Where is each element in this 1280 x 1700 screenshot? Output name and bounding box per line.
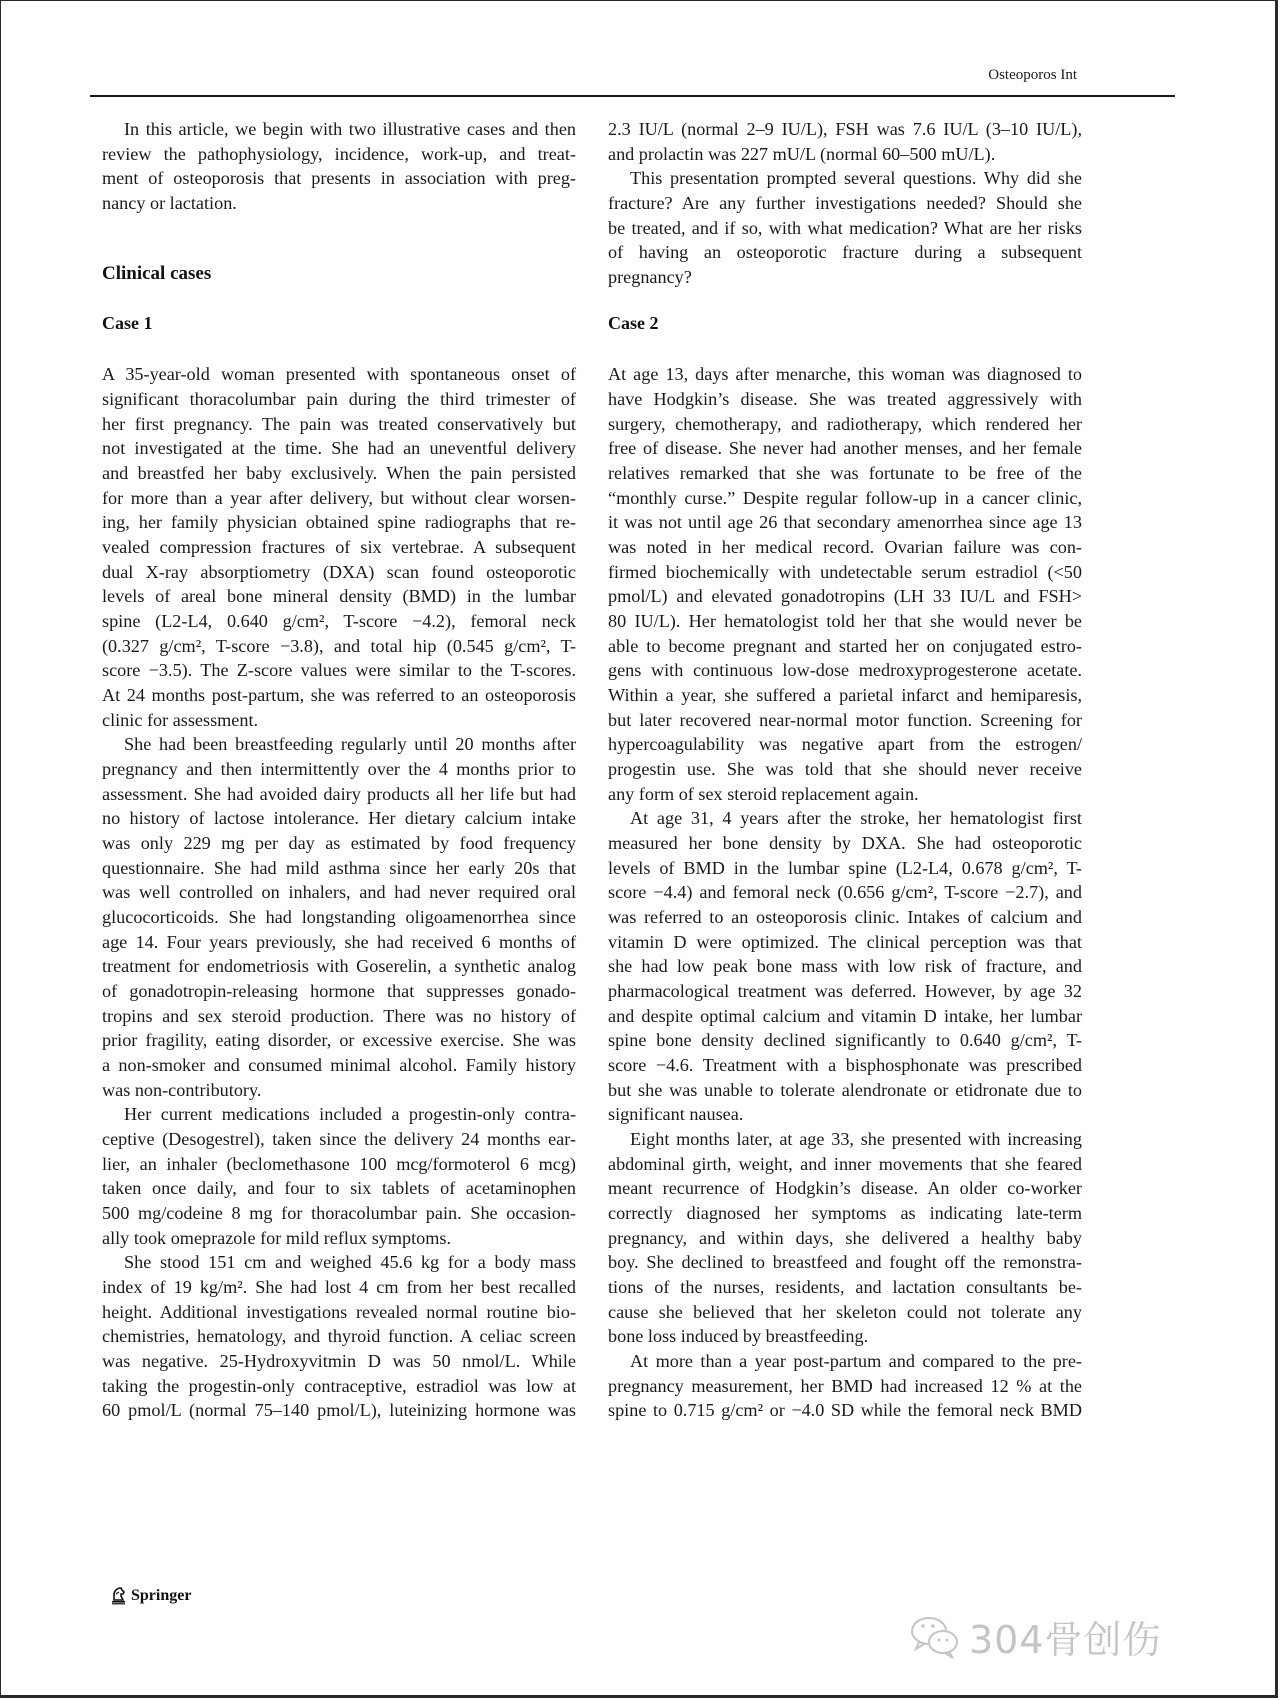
text-line: taking the progestin-only contraceptive, estradiol was low at (102, 1376, 576, 1396)
text-line: no history of lactose intolerance. Her dietary calcium intake (102, 808, 576, 828)
text-line: pharmacological treatment was deferred. However, by age 32 (608, 981, 1082, 1001)
text-line: prior fragility, eating disorder, or excessive exercise. She was (102, 1030, 576, 1050)
publisher-name: Springer (131, 1586, 192, 1604)
text-line: score −4.6. Treatment with a bisphosphonate was prescribed (608, 1055, 1082, 1075)
publisher-logo (110, 1586, 191, 1605)
text-line: age 14. Four years previously, she had received 6 months of (102, 932, 576, 952)
text-line: was well controlled on inhalers, and had never required oral (102, 882, 576, 902)
text-line: levels of areal bone mineral density (BMD) in the lumbar (102, 586, 576, 606)
text-line: correctly diagnosed her symptoms as indicating late-term (608, 1203, 1082, 1223)
wechat-icon (909, 1614, 963, 1660)
text-line: her first pregnancy. The pain was treated conservatively but (102, 414, 576, 434)
text-line: index of 19 kg/m². She had lost 4 cm from her best recalled (102, 1277, 576, 1297)
text-line: pregnancy? (608, 267, 692, 287)
text-line: and despite optimal calcium and vitamin D intake, her lumbar (608, 1006, 1082, 1026)
text-line: ing, her family physician obtained spine radiographs that re- (102, 512, 576, 532)
case2-heading: Case 2 (608, 313, 659, 333)
text-line: At age 13, days after menarche, this woman was diagnosed to (608, 364, 1082, 384)
text-line: be treated, and if so, with what medication? What are her risks (608, 218, 1082, 238)
text-line: Her current medications included a progestin-only contra- (124, 1104, 576, 1124)
text-line: but she was unable to tolerate alendronate or etidronate due to (608, 1080, 1082, 1100)
watermark (909, 1609, 1162, 1664)
text-line: At more than a year post-partum and compared to the pre- (630, 1351, 1082, 1371)
text-line: questionnaire. She had mild asthma since her early 20s that (102, 858, 576, 878)
text-line: able to become pregnant and started her on conjugated estro- (608, 636, 1082, 656)
text-line: assessment. She had avoided dairy products all her life but had (102, 784, 576, 804)
text-line: measured her bone density by DXA. She had osteoporotic (608, 833, 1082, 853)
text-line: clinic for assessment. (102, 710, 259, 730)
text-line: vitamin D were optimized. The clinical perception was that (608, 932, 1082, 952)
text-line: it was not until age 26 that secondary amenorrhea since age 13 (608, 512, 1082, 532)
text-line: At age 31, 4 years after the stroke, her hematologist first (630, 808, 1082, 828)
text-line: height. Additional investigations revealed normal routine bio- (102, 1302, 576, 1322)
text-line: cause she believed that her skeleton could not tolerate any (608, 1302, 1082, 1322)
text-line: firmed biochemically with undetectable serum estradiol (<50 (608, 562, 1082, 582)
text-line: have Hodgkin’s disease. She was treated aggressively with (608, 389, 1082, 409)
text-line: not investigated at the time. She had an uneventful delivery (102, 438, 576, 458)
text-line: boy. She declined to breastfeed and fought off the remonstra- (608, 1252, 1082, 1272)
text-line: and prolactin was 227 mU/L (normal 60–500 mU/L). (608, 144, 996, 164)
text-line: any form of sex steroid replacement again. (608, 784, 919, 804)
text-line: pregnancy measurement, her BMD had increased 12 % at the (608, 1376, 1082, 1396)
text-line: ment of osteoporosis that presents in association with preg- (102, 168, 576, 188)
text-line: meant recurrence of Hodgkin’s disease. An older co-worker (608, 1178, 1082, 1198)
text-line: significant nausea. (608, 1104, 744, 1124)
text-line: progestin use. She was told that she should never receive (608, 759, 1082, 779)
text-line: of gonadotropin-releasing hormone that suppresses gonado- (102, 981, 576, 1001)
text-line: vealed compression fractures of six vertebrae. A subsequent (102, 537, 576, 557)
text-line: Eight months later, at age 33, she presented with increasing (630, 1129, 1082, 1149)
text-line: was only 229 mg per day as estimated by food frequency (102, 833, 576, 853)
text-line: was negative. 25-Hydroxyvitmin D was 50 nmol/L. While (102, 1351, 576, 1371)
text-line: and breastfed her baby exclusively. When the pain persisted (102, 463, 576, 483)
text-line: a non-smoker and consumed minimal alcohol. Family history (102, 1055, 576, 1075)
text-line: tropins and sex steroid production. There was no history of (102, 1006, 576, 1026)
text-line: dual X-ray absorptiometry (DXA) scan found osteoporotic (102, 562, 576, 582)
text-line: fracture? Are any further investigations needed? Should she (608, 193, 1082, 213)
text-line: hypercoagulability was negative apart from the estrogen/ (608, 734, 1082, 754)
text-line: free of disease. She never had another menses, and her female (608, 438, 1082, 458)
text-line: She had been breastfeeding regularly until 20 months after (124, 734, 576, 754)
text-line: spine to 0.715 g/cm² or −4.0 SD while the femoral neck BMD (608, 1400, 1082, 1420)
text-line: for more than a year after delivery, but without clear worsen- (102, 488, 576, 508)
text-line: pregnancy and then intermittently over the 4 months prior to (102, 759, 576, 779)
header-rule (90, 95, 1175, 97)
text-line: gens with continuous low-dose medroxyprogesterone acetate. (608, 660, 1082, 680)
text-line: was noted in her medical record. Ovarian failure was con- (608, 537, 1082, 557)
text-line: of having an osteoporotic fracture during a subsequent (608, 242, 1082, 262)
text-line: was referred to an osteoporosis clinic. Intakes of calcium and (608, 907, 1082, 927)
text-line: glucocorticoids. She had longstanding oligoamenorrhea since (102, 907, 576, 927)
text-line: treatment for endometriosis with Goserelin, a synthetic analog (102, 956, 576, 976)
text-line: taken once daily, and four to six tablets of acetaminophen (102, 1178, 576, 1198)
text-line: abdominal girth, weight, and inner movements that she feared (608, 1154, 1082, 1174)
text-line: 2.3 IU/L (normal 2–9 IU/L), FSH was 7.6 IU/L (3–10 IU/L), (608, 119, 1082, 139)
watermark-text: 304骨创伤 (969, 1618, 1162, 1662)
text-line: “monthly curse.” Despite regular follow-up in a cancer clinic, (608, 488, 1082, 508)
text-line: At 24 months post-partum, she was referred to an osteoporosis (102, 685, 576, 705)
text-line: spine bone density declined significantly to 0.640 g/cm², T- (608, 1030, 1082, 1050)
text-line: pregnancy, and within days, she delivered a healthy baby (608, 1228, 1082, 1248)
text-line: ceptive (Desogestrel), taken since the delivery 24 months ear- (102, 1129, 576, 1149)
text-line: (0.327 g/cm², T-score −3.8), and total hip (0.545 g/cm², T- (102, 636, 576, 656)
text-line: lier, an inhaler (beclomethasone 100 mcg/formoterol 6 mcg) (102, 1154, 576, 1174)
text-line: score −4.4) and femoral neck (0.656 g/cm², T-score −2.7), and (608, 882, 1082, 902)
text-line: A 35-year-old woman presented with spontaneous onset of (102, 364, 576, 384)
text-line: significant thoracolumbar pain during the third trimester of (102, 389, 576, 409)
text-line: 500 mg/codeine 8 mg for thoracolumbar pain. She occasion- (102, 1203, 576, 1223)
text-line: spine (L2-L4, 0.640 g/cm², T-score −4.2), femoral neck (102, 611, 576, 631)
text-line: nancy or lactation. (102, 193, 237, 213)
text-line: 60 pmol/L (normal 75–140 pmol/L), luteinizing hormone was (102, 1400, 576, 1420)
text-line: pmol/L) and elevated gonadotropins (LH 33 IU/L and FSH> (608, 586, 1082, 606)
text-line: ally took omeprazole for mild reflux symptoms. (102, 1228, 452, 1248)
text-line: score −3.5). The Z-score values were similar to the T-scores. (102, 660, 576, 680)
text-line: She stood 151 cm and weighed 45.6 kg for a body mass (124, 1252, 576, 1272)
text-line: but later recovered near-normal motor function. Screening for (608, 710, 1082, 730)
text-line: chemistries, hematology, and thyroid function. A celiac screen (102, 1326, 576, 1346)
text-line: surgery, chemotherapy, and radiotherapy, which rendered her (608, 414, 1082, 434)
text-line: relatives remarked that she was fortunate to be free of the (608, 463, 1082, 483)
text-line: she had low peak bone mass with low risk of fracture, and (608, 956, 1082, 976)
section-heading: Clinical cases (102, 263, 212, 284)
case1-heading: Case 1 (102, 313, 153, 333)
text-line: 80 IU/L). Her hematologist told her that she would never be (608, 611, 1082, 631)
text-line: bone loss induced by breastfeeding. (608, 1326, 869, 1346)
text-line: tions of the nurses, residents, and lactation consultants be- (608, 1277, 1082, 1297)
springer-chess-knight-icon (110, 1586, 127, 1605)
running-head: Osteoporos Int (988, 67, 1077, 83)
text-line: was non-contributory. (102, 1080, 262, 1100)
text-line: levels of BMD in the lumbar spine (L2-L4, 0.678 g/cm², T- (608, 858, 1082, 878)
text-line: Within a year, she suffered a parietal infarct and hemiparesis, (608, 685, 1082, 705)
text-line: In this article, we begin with two illustrative cases and then (124, 119, 576, 139)
text-line: review the pathophysiology, incidence, work-up, and treat- (102, 144, 576, 164)
text-line: This presentation prompted several questions. Why did she (630, 168, 1082, 188)
